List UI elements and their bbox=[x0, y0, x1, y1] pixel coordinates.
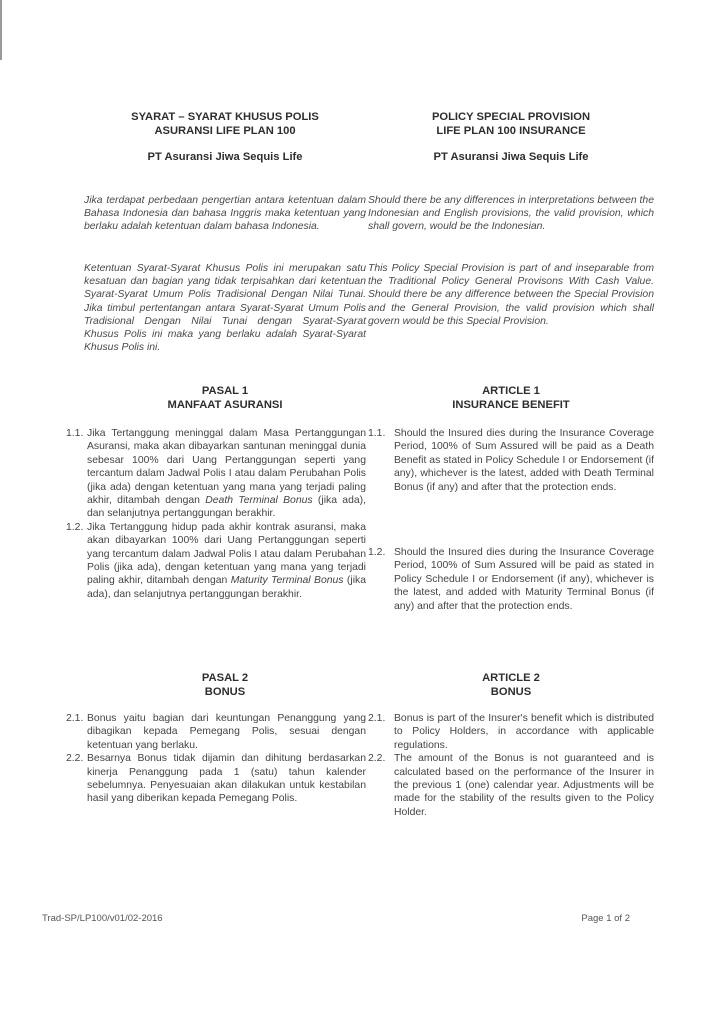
left-article2-title: PASAL 2 bbox=[201, 672, 249, 684]
item-text: Bonus is part of the Insurer's benefit which is distributed to Policy Holders, in accordance with applicable regulations. bbox=[394, 713, 654, 751]
item-text: (jika ada), dan selanjutnya pertanggungan berakhir. bbox=[87, 575, 366, 600]
item-number: 2.1. bbox=[66, 713, 84, 724]
item-text: (jika ada), dan selanjutnya pertanggungan berakhir. bbox=[87, 495, 366, 520]
right-item-1-2-wrap bbox=[368, 546, 654, 613]
left-title-line2: ASURANSI LIFE PLAN 100 bbox=[154, 125, 296, 137]
right-title-line1: POLICY SPECIAL PROVISION bbox=[431, 111, 591, 123]
item-italic-term: Maturity Terminal Bonus bbox=[230, 575, 344, 587]
item-number: 1.2. bbox=[368, 547, 386, 558]
left-title-line1: SYARAT – SYARAT KHUSUS POLIS bbox=[131, 111, 319, 123]
item-number: 1.1. bbox=[368, 428, 386, 439]
left-article1-items bbox=[66, 427, 366, 601]
right-item-1-2 bbox=[368, 546, 654, 613]
document-code: Trad-SP/LP100/v01/02-2016 bbox=[42, 913, 163, 924]
right-article2-items bbox=[368, 712, 654, 819]
left-item-1-2 bbox=[66, 521, 366, 601]
item-text: Jika Tertanggung meninggal dalam Masa Pertanggungan Asuransi, maka akan dibayarkan santunan meninggal dunia sebesar 100% dari Uang Pertanggungan seperti yang tercantum dalam Jadwal Polis I atau dalam Perubahan Polis (jika ada) dengan ketentuan yang mana yang terjadi paling akhir, ditambah dengan bbox=[87, 428, 366, 507]
item-number: 2.2. bbox=[66, 753, 84, 765]
left-intro-2: Ketentuan Syarat-Syarat Khusus Polis ini merupakan satu kesatuan dan bagian yang tidak terpisahkan dari ketentuan Syarat-Syarat Umum Polis Tradisional Dengan Nilai Tunai. Jika timbul pertentangan antara Syarat-Syarat Umum Polis Tradisional Dengan Nilai Tunai dengan Syarat-Syarat Khusus Polis ini maka yang berlaku adalah Syarat-Syarat Khusus Polis ini. bbox=[84, 263, 366, 354]
right-item-1-1-wrap bbox=[368, 427, 654, 494]
item-text: Bonus yaitu bagian dari keuntungan Penanggung yang dibagikan kepada Pemegang Polis, sesuai dengan ketentuan yang berlaku. bbox=[87, 713, 366, 751]
left-article2-subtitle: BONUS bbox=[204, 686, 246, 698]
left-item-1-1 bbox=[66, 427, 366, 521]
right-intro-2: This Policy Special Provision is part of and inseparable from the Traditional Policy General Provisons With Cash Value. Should there be any difference between the Special Provision and the General Provision, the valid provision which shall govern would be this Special Provision. bbox=[368, 263, 654, 327]
left-item-2-1 bbox=[66, 712, 366, 752]
item-text: Should the Insured dies during the Insurance Coverage Period, 100% of Sum Assured will be paid as stated in Policy Schedule I or Endorsement (if any), whichever is the latest, and added with Maturity Terminal Bonus (if any) and after that the protection ends. bbox=[394, 547, 654, 612]
right-title-line2: LIFE PLAN 100 INSURANCE bbox=[436, 125, 586, 137]
item-number: 1.2. bbox=[66, 521, 84, 533]
item-text: Besarnya Bonus tidak dijamin dan dihitung berdasarkan kinerja Penanggung pada 1 (satu) tahun kalender sebelumnya. Penyesuaian akan dilakukan untuk kestabilan hasil yang diberikan kepada Pemegang Polis. bbox=[87, 753, 366, 805]
right-item-1-1 bbox=[368, 427, 654, 494]
left-article1-heading bbox=[84, 384, 366, 412]
right-company: PT Asuransi Jiwa Sequis Life bbox=[433, 151, 589, 163]
right-article2-subtitle: BONUS bbox=[490, 686, 532, 698]
right-article1-heading bbox=[368, 384, 654, 412]
item-number: 2.1. bbox=[368, 713, 386, 724]
item-number: 2.2. bbox=[368, 753, 386, 765]
page-number: Page 1 of 2 bbox=[581, 913, 630, 924]
left-title-block bbox=[84, 110, 366, 164]
right-article1-title: ARTICLE 1 bbox=[482, 385, 540, 397]
left-article2-items bbox=[66, 712, 366, 806]
item-number: 1.1. bbox=[66, 428, 84, 439]
left-article2-heading bbox=[84, 671, 366, 699]
item-text: Should the Insured dies during the Insurance Coverage Period, 100% of Sum Assured will be paid as a Death Benefit as stated in Policy Schedule I or Endorsement (if any), whichever is the latest, added with Death Terminal Bonus (if any) and after that the protection ends. bbox=[394, 428, 654, 493]
left-item-2-2 bbox=[66, 752, 366, 806]
item-text: Jika Tertanggung hidup pada akhir kontrak asuransi, maka akan dibayarkan 100% dari Uang Pertanggungan seperti yang tercantum dalam Jadwal Polis I atau dalam Perubahan Polis (jika ada), dengan ketentuan yang mana yang terjadi paling akhir, ditambah dengan bbox=[87, 521, 366, 587]
left-intro-1: Jika terdapat perbedaan pengertian antara ketentuan dalam Bahasa Indonesia dan bahasa Inggris maka ketentuan yang berlaku adalah ketentuan dalam bahasa Indonesia. bbox=[84, 195, 366, 233]
item-italic-term: Death Terminal Bonus bbox=[205, 495, 313, 507]
right-article2-title: ARTICLE 2 bbox=[482, 672, 540, 684]
scan-edge bbox=[0, 0, 2, 60]
right-article1-subtitle: INSURANCE BENEFIT bbox=[452, 399, 570, 411]
right-article2-heading bbox=[368, 671, 654, 699]
right-intro-1: Should there be any differences in interpretations between the Indonesian and English provisions, the valid provision, which shall govern, would be the Indonesian. bbox=[368, 195, 654, 233]
right-item-2-2 bbox=[368, 752, 654, 819]
left-article1-title: PASAL 1 bbox=[201, 385, 249, 397]
item-text: The amount of the Bonus is not guaranteed and is calculated based on the performance of the Insurer in the previous 1 (one) calendar year. Adjustments will be made for the stability of the results given to the Policy Holder. bbox=[394, 753, 654, 818]
right-item-2-1 bbox=[368, 712, 654, 752]
left-article1-subtitle: MANFAAT ASURANSI bbox=[167, 399, 283, 411]
left-company: PT Asuransi Jiwa Sequis Life bbox=[147, 151, 303, 163]
right-title-block bbox=[368, 110, 654, 164]
